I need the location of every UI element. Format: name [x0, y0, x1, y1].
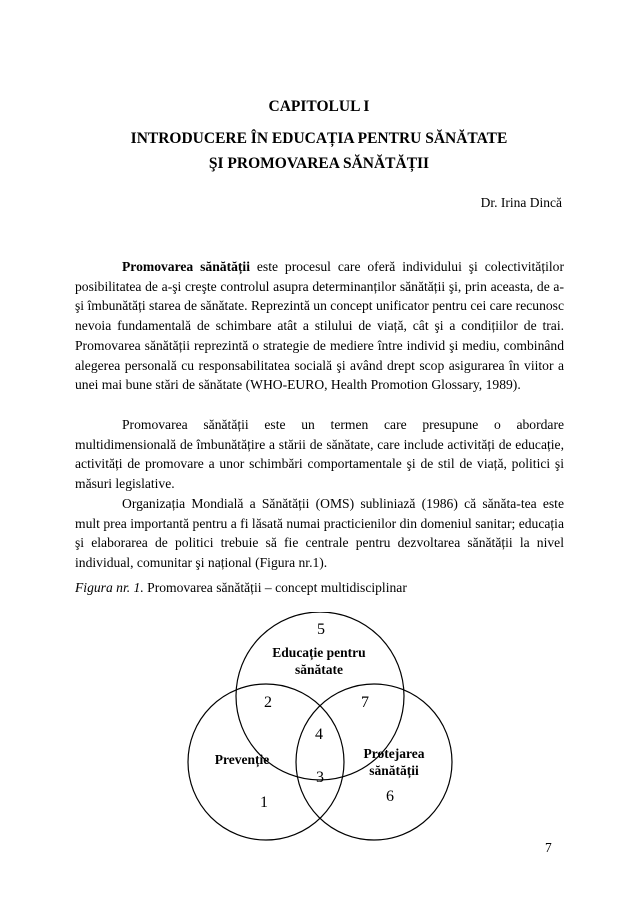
paragraph-1-text: este procesul care oferă individului şi colectivităților posibilitatea de a-şi creşte controlul asupra determinanților sănătății şi, prin aceasta, de a-şi îmbunătăți starea de sănătate. Reprezintă un concept unificator pentru cei care recunosc nevoia fundamentală de schimbare atât a stilului de viață, cât şi a condițiilor de trai. Promovarea sănătății reprezintă o strategie de mediere între individ şi mediu, combinând alegerea personală cu responsabilitatea socială şi având drept scop asigurarea în viitor a unei mai bune stări de sănătate (WHO-EURO, Health Promotion Glossary, 1989).	[75, 259, 564, 393]
circle-top-label-2: sănătate	[295, 662, 343, 677]
chapter-title-line1: INTRODUCERE ÎN EDUCAȚIA PENTRU SĂNĂTATE	[130, 130, 508, 147]
paragraph-1	[75, 257, 564, 395]
chapter-title-line2: ŞI PROMOVAREA SĂNĂTĂȚII	[208, 155, 430, 172]
region-number-7: 7	[361, 694, 369, 711]
region-number-1: 1	[260, 794, 268, 811]
chapter-heading: CAPITOLUL I	[268, 98, 370, 115]
circle-right	[296, 684, 452, 840]
circle-top-label-1: Educație pentru	[272, 645, 366, 660]
paragraph-2-text: Promovarea sănătății este un termen care presupune o abordare multidimensională de îmbunătățire a stării de sănătate, care include activități de educație, activități de promovare a unor schimbări comportamentale şi de stil de viață, politici şi măsuri legislative.	[75, 417, 564, 492]
circle-left-label: Prevenție	[214, 752, 270, 767]
region-number-3: 3	[316, 769, 324, 786]
venn-diagram	[180, 612, 470, 842]
page-number: 7	[545, 840, 552, 855]
key-term: Promovarea sănătății	[122, 259, 250, 274]
figure-caption	[75, 580, 407, 596]
circle-right-label-1: Protejarea	[363, 746, 425, 761]
figure-caption-text: Promovarea sănătății – concept multidisciplinar	[143, 580, 407, 595]
paragraph-2	[75, 415, 564, 494]
region-number-5: 5	[317, 621, 325, 638]
circle-right-label-2: sănătății	[369, 763, 419, 778]
region-number-4: 4	[315, 726, 323, 743]
figure-label: Figura nr. 1.	[75, 580, 144, 595]
author: Dr. Irina Dincă	[480, 195, 562, 210]
paragraph-3	[75, 494, 564, 573]
region-number-2: 2	[264, 694, 272, 711]
paragraph-3-text: Organizația Mondială a Sănătății (OMS) subliniază (1986) că sănăta-tea este mult prea importantă pentru a fi lăsată numai practicienilor din domeniul sanitar; educația şi elaborarea de politici trebuie să fie centrale pentru dezvoltarea sănătății la nivel individual, comunitar şi național (Figura nr.1).	[75, 496, 564, 571]
region-number-6: 6	[386, 788, 394, 805]
